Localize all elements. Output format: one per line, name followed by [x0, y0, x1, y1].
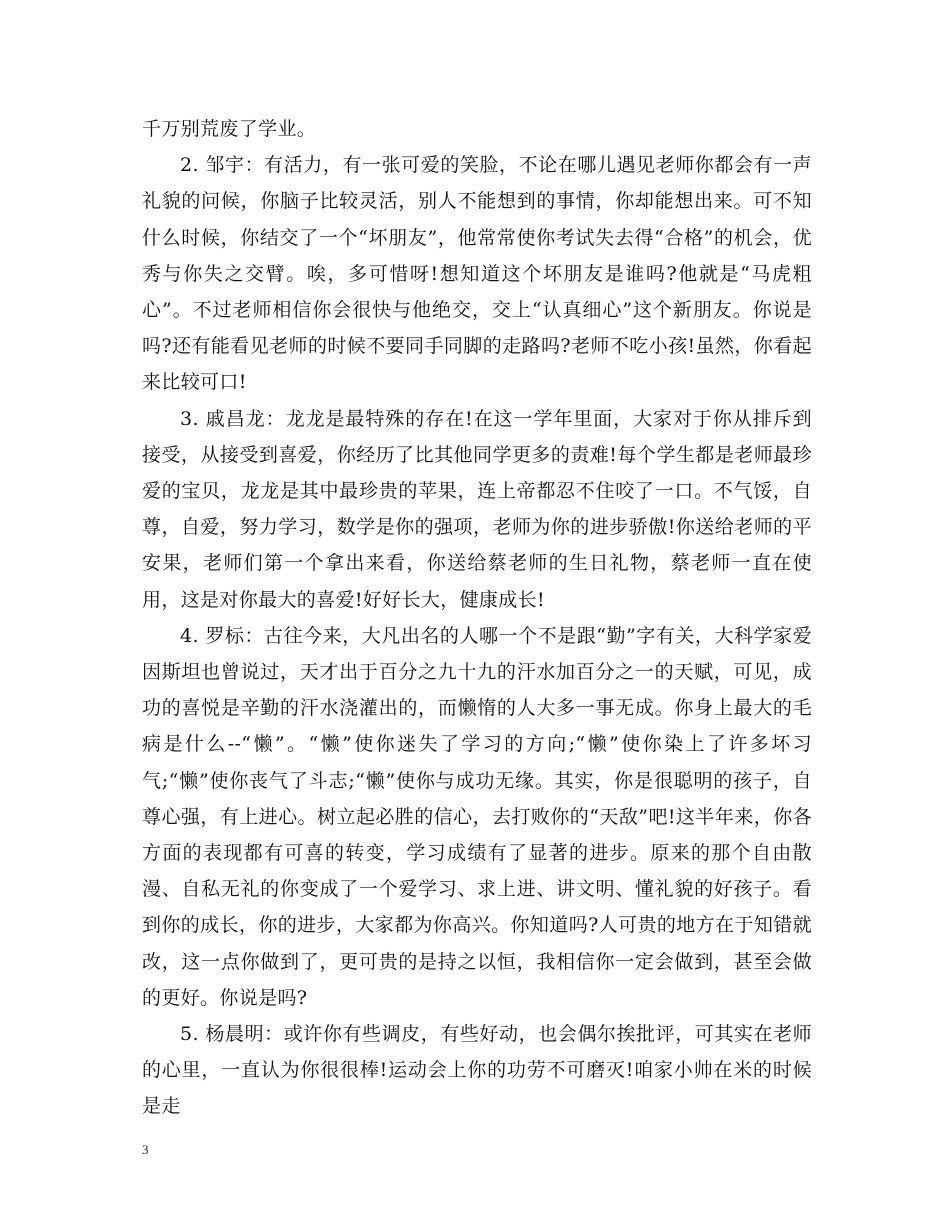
paragraph-comment-yang-chenming: 5. 杨晨明：或许你有些调皮，有些好动，也会偶尔挨批评，可其实在老师的心里，一直认为你很很棒!运动会上你的功劳不可磨灭!咱家小帅在米的时候是走: [142, 1023, 812, 1118]
paragraph-comment-zou-yu: 2. 邹宇：有活力，有一张可爱的笑脸，不论在哪儿遇见老师你都会有一声礼貌的问候，你脑子比较灵活，别人不能想到的事情，你却能想出来。可不知什么时候，你结交了一个“坏朋友”，他常常使你考试失去得“合格”的机会，优秀与你失之交臂。唉，多可惜呀!想知道这个坏朋友是谁吗?他就是“马虎粗心”。不过老师相信你会很快与他绝交，交上“认真细心”这个新朋友。你说是吗?还有能看见老师的时候不要同手同脚的走路吗?老师不吃小孩!虽然，你看起来比较可口!: [142, 154, 812, 394]
document-body: [142, 111, 812, 1125]
page-number: 3: [142, 1142, 149, 1157]
paragraph-continuation: 千万别荒废了学业。: [142, 118, 317, 140]
paragraph-comment-luo-biao: 4. 罗标：古往今来，大凡出名的人哪一个不是跟“勤”字有关，大科学家爱因斯坦也曾说过，天才出于百分之九十九的汗水加百分之一的天赋，可见，成功的喜悦是辛勤的汗水浇灌出的，而懒惰的人大多一事无成。你身上最大的毛病是什么--“懒”。“懒”使你迷失了学习的方向;“懒”使你染上了许多坏习气;“懒”使你丧气了斗志;“懒”使你与成功无缘。其实，你是很聪明的孩子，自尊心强，有上进心。树立起必胜的信心，去打败你的“天敌”吧!这半年来，你各方面的表现都有可喜的转变，学习成绩有了显著的进步。原来的那个自由散漫、自私无礼的你变成了一个爱学习、求上进、讲文明、懂礼貌的好孩子。看到你的成长，你的进步，大家都为你高兴。你知道吗?人可贵的地方在于知错就改，这一点你做到了，更可贵的是持之以恒，我相信你一定会做到，甚至会做的更好。你说是吗?: [142, 624, 812, 1009]
paragraph-comment-qi-changlong: 3. 戚昌龙：龙龙是最特殊的存在!在这一学年里面，大家对于你从排斥到接受，从接受到喜爱，你经历了比其他同学更多的责难!每个学生都是老师最珍爱的宝贝，龙龙是其中最珍贵的苹果，连上帝都忍不住咬了一口。不气馁，自尊，自爱，努力学习，数学是你的强项，老师为你的进步骄傲!你送给老师的平安果，老师们第一个拿出来看，你送给蔡老师的生日礼物，蔡老师一直在使用，这是对你最大的喜爱!好好长大，健康成长!: [142, 407, 812, 611]
